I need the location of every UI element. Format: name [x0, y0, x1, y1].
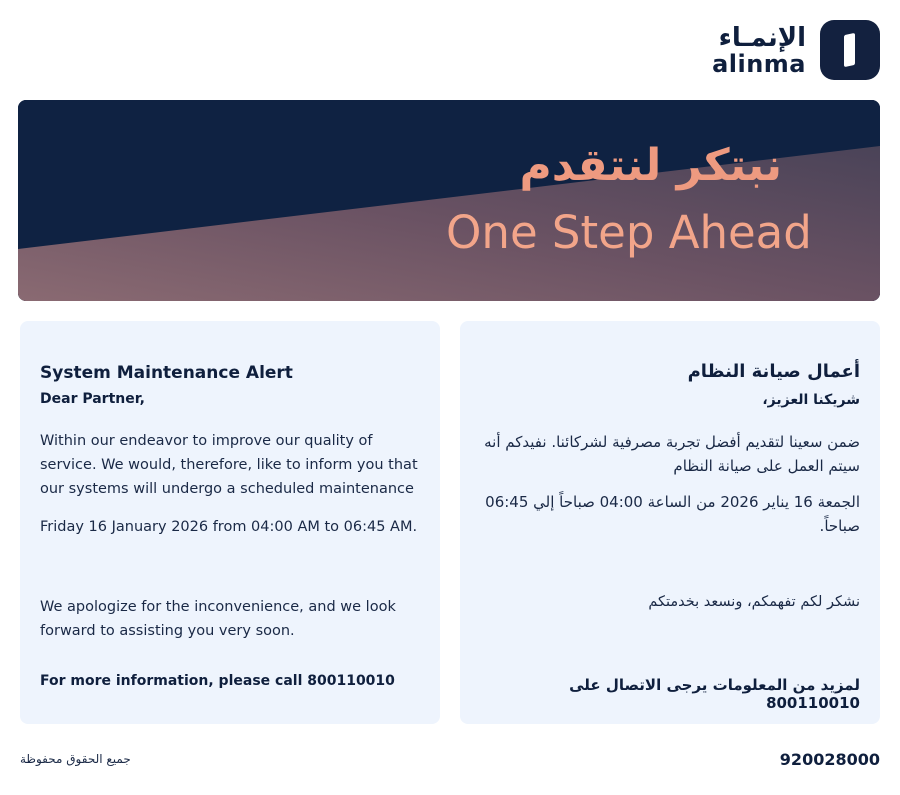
notice-title-ar: أعمال صيانة النظام — [687, 361, 860, 382]
footer-phone: 920028000 — [779, 750, 880, 769]
notice-contact: For more information, please call 800110010 — [40, 673, 395, 689]
banner-headline-en: One Step Ahead — [446, 206, 812, 259]
notice-body: Within our endeavor to improve our quality of service. We would, therefore, like to inform you that our systems will undergo a scheduled maintenance — [40, 433, 418, 497]
alinma-logo — [712, 20, 880, 80]
notice-greeting: Dear Partner, — [40, 391, 145, 407]
footer-rights: جميع الحقوق محفوظة — [20, 752, 131, 766]
banner-headline-ar: نبتكر لنتقدم — [519, 140, 782, 191]
notice-apology-ar: نشكر لكم تفهمكم، ونسعد بخدمتكم — [648, 594, 860, 610]
banner-background — [18, 100, 880, 301]
notice-body-ar: ضمن سعينا لتقديم أفضل تجربة مصرفية لشركائنا. نفيدكم أنه سيتم العمل على صيانة النظام — [484, 433, 860, 475]
notice-greeting-ar: شريكنا العزيز، — [762, 392, 860, 408]
arabic-notice-card — [460, 321, 880, 724]
notice-apology: We apologize for the inconvenience, and we look forward to assisting you very soon. — [40, 599, 396, 639]
promo-banner — [18, 100, 880, 301]
notice-title: System Maintenance Alert — [40, 363, 293, 383]
logo-name-ar: الإنمـاء — [718, 23, 806, 53]
notice-schedule-ar: الجمعة 16 يناير 2026 من الساعة 04:00 صباحاً إلي 06:45 صباحاً. — [485, 493, 860, 535]
notice-contact-ar: لمزيد من المعلومات يرجى الاتصال على 800110010 — [569, 676, 860, 712]
logo-name-en: alinma — [712, 50, 806, 78]
english-notice-card — [20, 321, 440, 724]
logo-text — [712, 24, 806, 76]
notice-schedule: Friday 16 January 2026 from 04:00 AM to 06:45 AM. — [40, 519, 418, 535]
logo-mark-icon — [820, 20, 880, 80]
